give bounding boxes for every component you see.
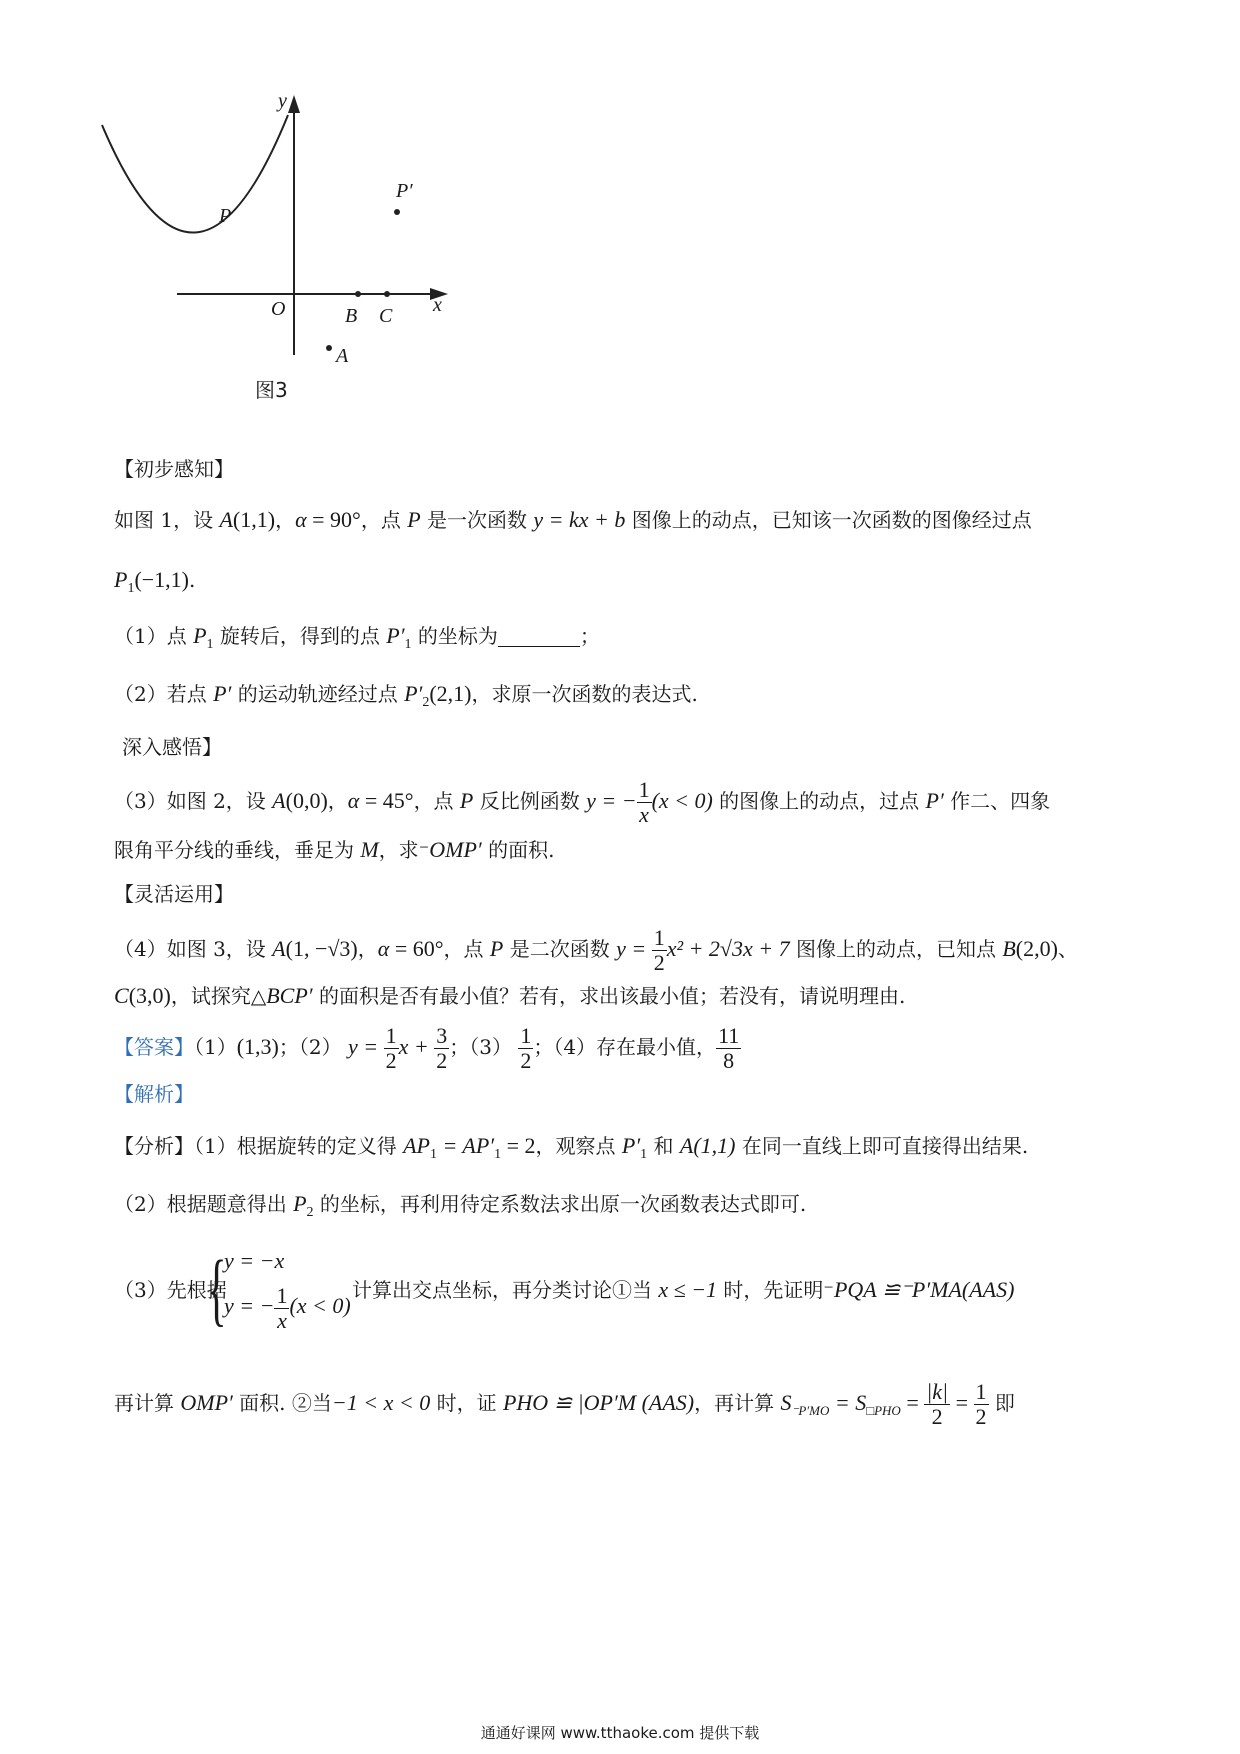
point-c	[384, 291, 390, 297]
y-label: y	[278, 90, 287, 112]
question-3-line2: 限角平分线的垂线，垂足为 M，求⁻OMP′ 的面积.	[114, 837, 555, 862]
point-a	[326, 345, 332, 351]
section-shenru: 深入感悟】	[122, 735, 222, 759]
point-p-prime	[394, 209, 400, 215]
analysis-line2: （2）根据题意得出 $P_2$ 的坐标，再利用待定系数法求出原一次函数表达式即可.	[114, 1191, 807, 1220]
analysis-line1: 【分析】（1）根据旋转的定义得 $AP_1 = AP'_1 = 2$，观察点 $P'_1$ 和 A(1,1) 在同一直线上即可直接得出结果.	[114, 1133, 1029, 1162]
section-chubu: 【初步感知】	[114, 457, 234, 481]
answer-blank	[498, 626, 580, 647]
p-prime-label: P′	[396, 180, 413, 202]
section-jiexi: 【解析】	[114, 1082, 194, 1106]
a-label: A	[336, 345, 349, 367]
c-label: C	[379, 305, 393, 327]
b-label: B	[345, 305, 358, 327]
question-3-line1: （3）如图 2，设 A(0,0)，α = 45°，点 P 反比例函数 y = − $\frac{1}{x}$ (x < 0) 的图像上的动点，过点 P′ 作二、四象	[114, 777, 1051, 827]
question-4-line2: C(3,0)，试探究△BCP′ 的面积是否有最小值？若有，求出该最小值；若没有，请说明理由.	[114, 983, 906, 1008]
analysis-line3-text: （3）先根据	[114, 1278, 227, 1302]
page-footer: 通通好课网 www.tthaoke.com 提供下载	[480, 1724, 760, 1742]
origin-label: O	[271, 298, 286, 320]
question-2: （2）若点 P′ 的运动轨迹经过点 $P'_2(2,1)$，求原一次函数的表达式.	[114, 681, 698, 710]
section-linghuo: 【灵活运用】	[114, 882, 234, 906]
question-intro-line2: $P_1(-1,1)$.	[114, 567, 196, 596]
system-eq1: y = −x	[224, 1248, 285, 1273]
figure-caption: 图3	[255, 378, 288, 402]
answer-tag: 【答案】	[114, 1035, 194, 1059]
system-brace: {	[206, 1243, 227, 1334]
question-4-line1: （4）如图 3，设 A(1, −√3)，α = 60°，点 P 是二次函数 y = $\frac{1}{2}$ x² + 2√3x + 7 图像上的动点，已知点 B(2,0)、	[114, 925, 1078, 975]
p-label: P	[219, 205, 232, 227]
point-b	[355, 291, 361, 297]
system-eq2: y = − $\frac{1}{x}$ (x < 0)	[224, 1283, 351, 1333]
analysis-line3-rest: 计算出交点坐标，再分类讨论①当 x ≤ −1 时，先证明⁻PQA ≌⁻P′MA(AAS)	[352, 1277, 1015, 1302]
y-axis-arrow	[288, 95, 300, 113]
figure-3	[95, 85, 465, 415]
x-label: x	[433, 294, 442, 316]
answer-line: 【答案】（1）(1,3)；（2） y = $\frac{1}{2}$ x + $\frac{3}{2}$ ；（3） $\frac{1}{2}$ ；（4）存在最小值， $\frac{11}{8}$	[114, 1023, 740, 1073]
analysis-line4: 再计算 OMP′ 面积. ②当−1 < x < 0 时，证 PHO ≌ |OP′M (AAS)，再计算 $S_{^-P'MO} = S_{□PHO}$ = $\frac{|k|}{2}$ = $\frac{1}{2}$ 即	[114, 1379, 1015, 1429]
parabola-curve	[102, 115, 288, 233]
question-intro-line1: 如图 1，设 A(1,1)，α = 90°，点 P 是一次函数 y = kx + b 图像上的动点，已知该一次函数的图像经过点	[114, 507, 1032, 532]
question-1: （1）点 $P_1$ 旋转后，得到的点 $P'_1$ 的坐标为 ；	[114, 623, 600, 652]
